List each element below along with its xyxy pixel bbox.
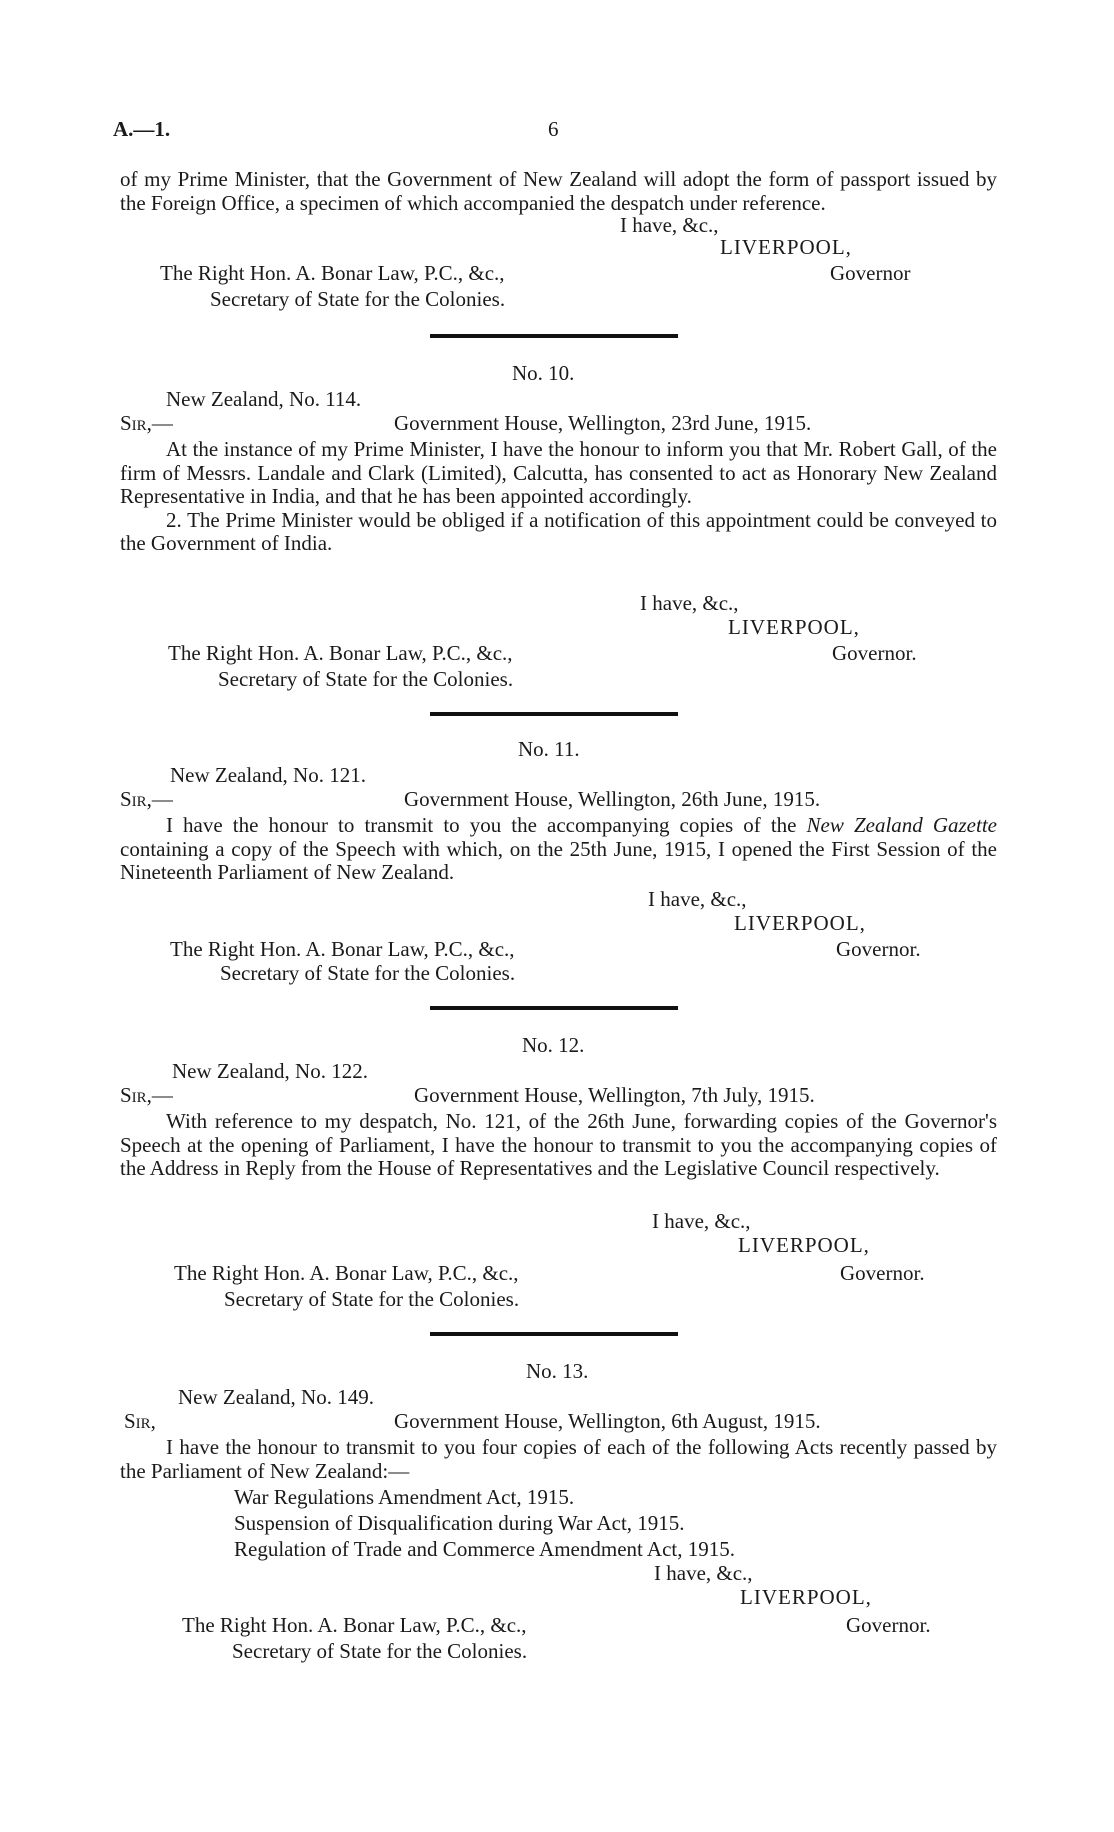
intro-paragraph <box>120 168 997 215</box>
intro-signature: LIVERPOOL, <box>720 235 852 259</box>
section-divider <box>430 334 678 338</box>
act-item: War Regulations Amendment Act, 1915. <box>234 1485 575 1509</box>
letter-salutation: Sir,— <box>120 1083 173 1107</box>
letter-title: Governor. <box>840 1261 925 1285</box>
intro-title: Governor <box>830 261 911 285</box>
letter-addressee-line1: The Right Hon. A. Bonar Law, P.C., &c., <box>170 937 515 961</box>
letter-addressee-line2: Secretary of State for the Colonies. <box>224 1287 520 1311</box>
letter-signature: LIVERPOOL, <box>728 615 860 639</box>
letter-salutation: Sir,— <box>120 411 173 435</box>
letter-salutation: Sir,— <box>120 787 173 811</box>
intro-addressee-line1: The Right Hon. A. Bonar Law, P.C., &c., <box>160 261 505 285</box>
letter-paragraph: With reference to my despatch, No. 121, of the 26th June, forwarding copies of the Governor's Speech at the opening of Parliament, I have the honour to transmit to you the accompanying copies of the Address in Reply from the House of Representatives and the Legislative Council respectively. <box>120 1109 997 1181</box>
letter-paragraph-part: containing a copy of the Speech with which, on the 25th June, 1915, I opened the First Session of the Nineteenth Parliament of New Zealand. <box>120 836 997 885</box>
letter-addressee-line1: The Right Hon. A. Bonar Law, P.C., &c., <box>182 1613 527 1637</box>
letter-paragraph <box>120 814 997 885</box>
act-item: Regulation of Trade and Commerce Amendment Act, 1915. <box>234 1537 736 1561</box>
act-item: Suspension of Disqualification during War Act, 1915. <box>234 1511 685 1535</box>
letter-ref: New Zealand, No. 122. <box>172 1059 368 1083</box>
letter-ref: New Zealand, No. 149. <box>178 1385 374 1409</box>
letter-closing: I have, &c., <box>640 591 739 615</box>
letter-ref: New Zealand, No. 114. <box>166 387 362 411</box>
letter-number: No. 13. <box>526 1359 589 1383</box>
letter-body <box>120 438 997 556</box>
letter-addressee-line2: Secretary of State for the Colonies. <box>220 961 516 985</box>
section-divider <box>430 712 678 716</box>
letter-signature: LIVERPOOL, <box>734 911 866 935</box>
letter-body <box>120 814 997 885</box>
letter-addressee-line2: Secretary of State for the Colonies. <box>218 667 514 691</box>
letter-signature: LIVERPOOL, <box>738 1233 870 1257</box>
letter-title: Governor. <box>846 1613 931 1637</box>
intro-closing: I have, &c., <box>620 213 719 237</box>
intro-text: of my Prime Minister, that the Government of New Zealand will adopt the form of passport issued by the Foreign Office, a specimen of which accompanied the despatch under reference. <box>120 167 997 215</box>
letter-paragraph: I have the honour to transmit to you four copies of each of the following Acts recently passed by the Parliament of New Zealand:— <box>120 1435 997 1483</box>
letter-place-date: Government House, Wellington, 26th June, 1915. <box>404 787 821 811</box>
letter-title: Governor. <box>832 641 917 665</box>
gazette-title: New Zealand Gazette <box>806 813 997 837</box>
letter-place-date: Government House, Wellington, 7th July, 1915. <box>414 1083 815 1107</box>
letter-title: Governor. <box>836 937 921 961</box>
letter-closing: I have, &c., <box>652 1209 751 1233</box>
letter-body <box>120 1436 997 1483</box>
letter-salutation: Sir, <box>124 1409 156 1433</box>
letter-addressee-line1: The Right Hon. A. Bonar Law, P.C., &c., <box>168 641 513 665</box>
section-divider <box>430 1006 678 1010</box>
letter-place-date: Government House, Wellington, 6th August, 1915. <box>394 1409 821 1433</box>
letter-paragraph-part: I have the honour to transmit to you the accompanying copies of the <box>166 813 807 837</box>
letter-closing: I have, &c., <box>648 887 747 911</box>
letter-addressee-line1: The Right Hon. A. Bonar Law, P.C., &c., <box>174 1261 519 1285</box>
letter-closing: I have, &c., <box>654 1561 753 1585</box>
letter-paragraph: 2. The Prime Minister would be obliged if a notification of this appointment could be conveyed to the Government of India. <box>120 507 997 556</box>
document-reference: A.—1. <box>113 117 171 141</box>
letter-addressee-line2: Secretary of State for the Colonies. <box>232 1639 528 1663</box>
letter-number: No. 12. <box>522 1033 585 1057</box>
letter-body <box>120 1110 997 1181</box>
letter-place-date: Government House, Wellington, 23rd June, 1915. <box>394 411 812 435</box>
letter-paragraph: At the instance of my Prime Minister, I have the honour to inform you that Mr. Robert Gall, of the firm of Messrs. Landale and Clark (Limited), Calcutta, has consented to act as Honorary New Zealand Representative in India, and that he has been appointed accordingly. <box>120 437 997 509</box>
letter-number: No. 11. <box>518 737 580 761</box>
section-divider <box>430 1332 678 1336</box>
letter-signature: LIVERPOOL, <box>740 1585 872 1609</box>
letter-ref: New Zealand, No. 121. <box>170 763 366 787</box>
intro-addressee-line2: Secretary of State for the Colonies. <box>210 287 506 311</box>
page-number: 6 <box>548 117 559 141</box>
letter-number: No. 10. <box>512 361 575 385</box>
